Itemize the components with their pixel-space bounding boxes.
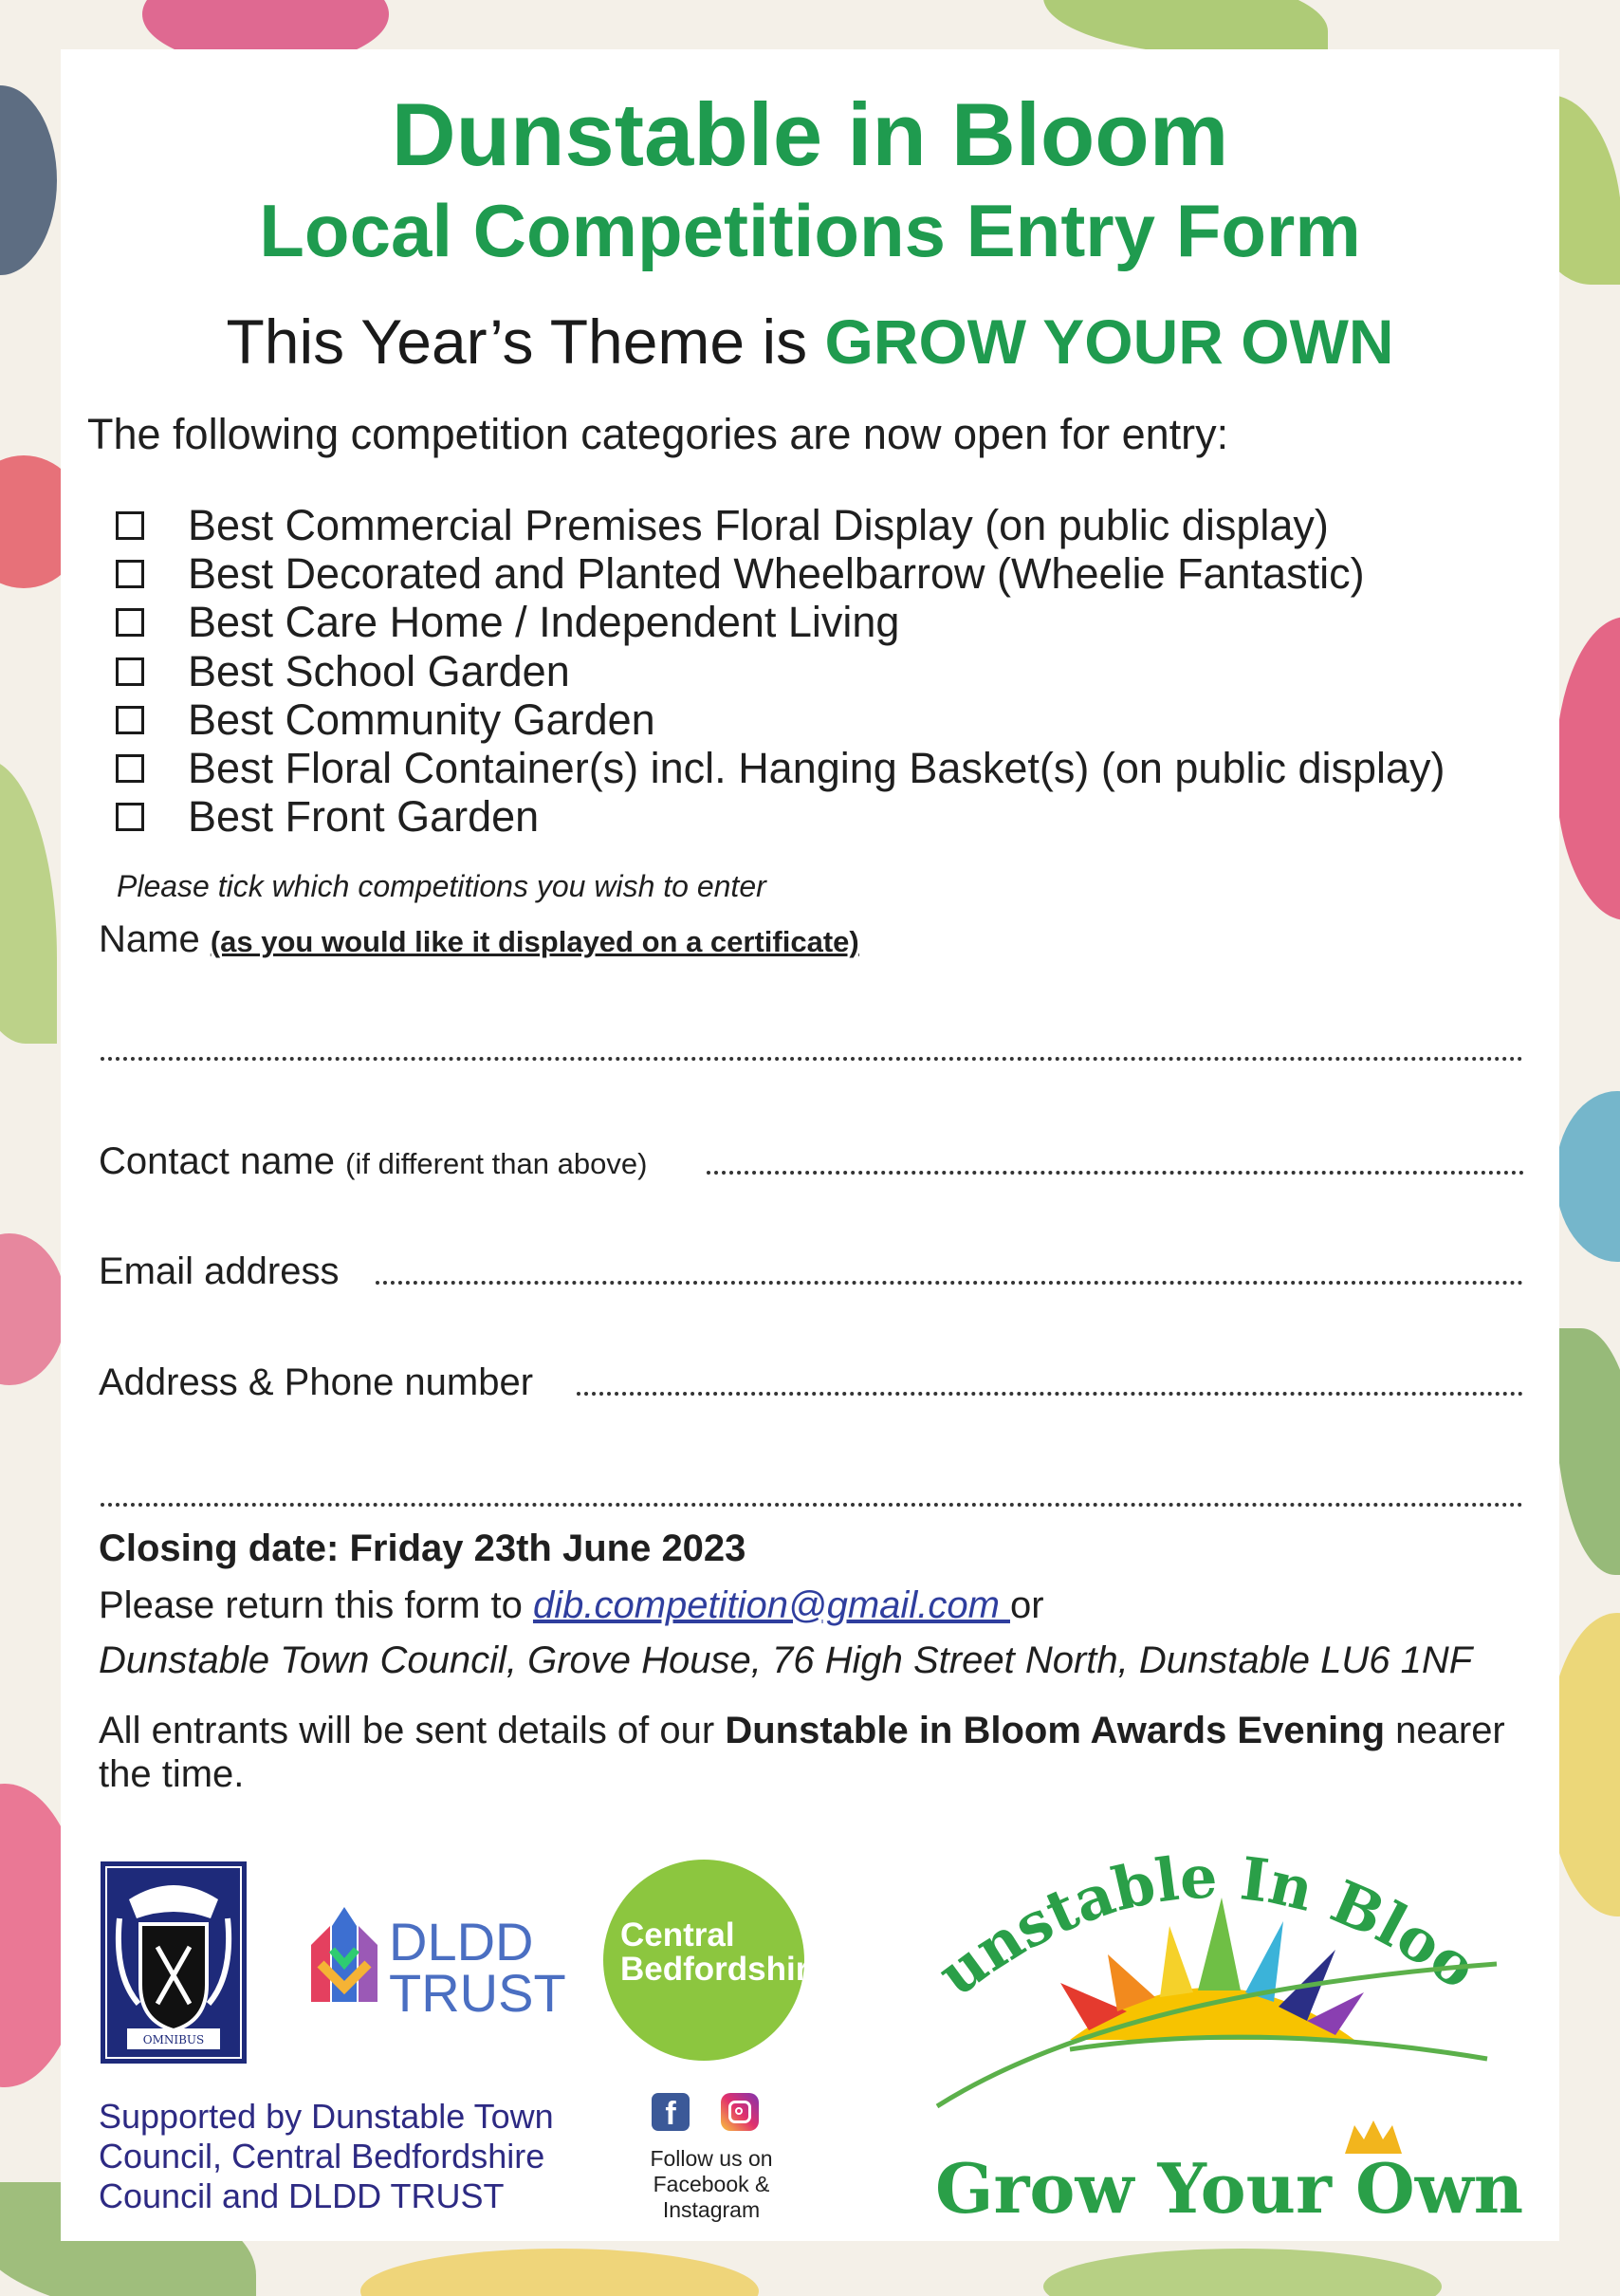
intro-text: The following competition categories are now open for entry: bbox=[87, 410, 1229, 458]
checkbox[interactable] bbox=[116, 754, 144, 783]
page-subtitle: Local Competitions Entry Form bbox=[259, 189, 1361, 272]
category-label: Best Commercial Premises Floral Display (on public display) bbox=[188, 500, 1329, 549]
checkbox[interactable] bbox=[116, 511, 144, 540]
name-note: (as you would like it displayed on a certificate) bbox=[210, 925, 859, 958]
follow-us-text: Follow us on Facebook & Instagram bbox=[650, 2146, 773, 2222]
category-label: Best Care Home / Independent Living bbox=[188, 598, 900, 647]
svg-text:OMNIBUS: OMNIBUS bbox=[142, 2033, 205, 2046]
contact-field-label: Contact name (if different than above) bbox=[99, 1140, 648, 1182]
page-title: Dunstable in Bloom bbox=[391, 84, 1229, 184]
central-bedfordshire-logo: Central Bedfordshire bbox=[603, 1860, 804, 2061]
category-label: Best Front Garden bbox=[188, 792, 540, 842]
awards-text: All entrants will be sent details of our Dunstable in Bloom Awards Evening nearer the time. bbox=[99, 1710, 1505, 1795]
theme-prefix: This Year’s Theme is bbox=[226, 306, 825, 377]
checkbox[interactable] bbox=[116, 706, 144, 734]
category-item[interactable] bbox=[116, 695, 1445, 744]
category-label: Best School Garden bbox=[188, 646, 570, 695]
category-item[interactable] bbox=[116, 744, 1445, 792]
support-text: Supported by Dunstable Town Council, Central Bedfordshire Council and DLDD TRUST bbox=[99, 2097, 554, 2215]
theme-name: GROW YOUR OWN bbox=[824, 306, 1394, 377]
checkbox[interactable] bbox=[116, 657, 144, 686]
category-item[interactable] bbox=[116, 599, 1445, 647]
category-label: Best Decorated and Planted Wheelbarrow (Wheelie Fantastic) bbox=[188, 548, 1365, 598]
address-field[interactable] bbox=[577, 1392, 1523, 1396]
name-field[interactable] bbox=[101, 1057, 1523, 1061]
address-field-line2[interactable] bbox=[101, 1503, 1523, 1507]
dldd-trust-logo bbox=[302, 1898, 387, 2026]
town-council-crest-logo bbox=[101, 1861, 247, 2064]
name-field-label: Name (as you would like it displayed on a certificate) bbox=[99, 918, 859, 960]
category-item[interactable] bbox=[116, 793, 1445, 842]
contact-note: (if different than above) bbox=[345, 1147, 648, 1180]
instagram-icon[interactable] bbox=[721, 2093, 759, 2131]
category-item[interactable] bbox=[116, 647, 1445, 695]
email-field[interactable] bbox=[376, 1281, 1523, 1285]
facebook-icon[interactable]: f bbox=[652, 2093, 690, 2131]
closing-date: Closing date: Friday 23th June 2023 bbox=[99, 1528, 746, 1569]
dunstable-in-bloom-logo bbox=[928, 1831, 1516, 2154]
category-label: Best Floral Container(s) incl. Hanging Basket(s) (on public display) bbox=[188, 744, 1445, 793]
contact-field[interactable] bbox=[707, 1171, 1524, 1175]
checkbox[interactable] bbox=[116, 560, 144, 588]
address-field-label: Address & Phone number bbox=[99, 1361, 534, 1403]
theme-line bbox=[0, 306, 1620, 378]
dldd-logo-text: DLDD TRUST bbox=[389, 1912, 566, 2023]
category-list bbox=[116, 501, 1445, 842]
return-address: Dunstable Town Council, Grove House, 76 High Street North, Dunstable LU6 1NF bbox=[99, 1639, 1473, 1681]
return-email-link[interactable]: dib.competition@gmail.com bbox=[532, 1584, 1010, 1626]
checkbox[interactable] bbox=[116, 803, 144, 831]
checkbox[interactable] bbox=[116, 608, 144, 637]
category-item[interactable] bbox=[116, 501, 1445, 549]
grow-your-own-text: Grow Your Own bbox=[935, 2148, 1524, 2229]
email-field-label: Email address bbox=[99, 1250, 340, 1292]
category-label: Best Community Garden bbox=[188, 694, 655, 744]
awards-event: Dunstable in Bloom Awards Evening bbox=[725, 1710, 1386, 1751]
tick-hint: Please tick which competitions you wish to enter bbox=[117, 869, 766, 903]
category-item[interactable] bbox=[116, 549, 1445, 598]
return-line: Please return this form to dib.competition@gmail.com or bbox=[99, 1584, 1044, 1626]
svg-text:Dunstable In Bloom: unstable In Bloo bbox=[928, 1842, 1490, 2010]
